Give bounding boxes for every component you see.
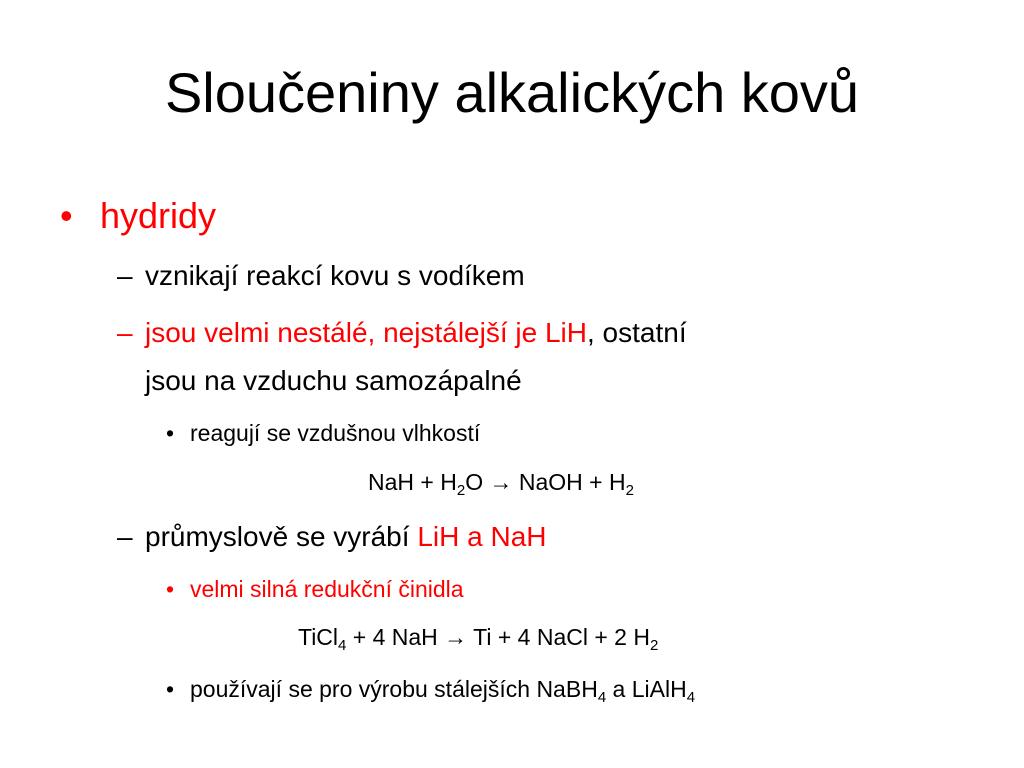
equation-ticl4: TiCl$_4$ + 4 NaH → Ti + 4 NaCl + 2 $H_2$	[298, 624, 659, 654]
bullet-marker-l1: •	[60, 195, 73, 236]
section-heading: hydridy	[100, 195, 217, 236]
bullet-marker-l3-3: •	[166, 676, 175, 702]
dash-marker-3: –	[117, 521, 133, 552]
dash-marker-2: –	[117, 317, 133, 348]
sub-vlhkost: reagují se vzdušnou vlhkostí	[190, 420, 481, 446]
item-nestale-line2: jsou na vzduchu samozápalné	[145, 365, 522, 396]
sub-pouzivaji: používají se pro výrobu stálejších NaBH$_4$ a LiAlH$_4$	[190, 676, 696, 706]
item-nestale-red: jsou velmi nestálé, nejstálejší je LiH	[145, 317, 587, 348]
slide-title: Sloučeniny alkalických kovů	[164, 61, 860, 124]
item-prumyslove: průmyslově se vyrábí LiH a NaH	[145, 521, 547, 552]
item-vznikaji: vznikají reakcí kovu s vodíkem	[145, 260, 525, 291]
item-nestale	[145, 315, 687, 351]
sub-redukcni: velmi silná redukční činidla	[190, 576, 464, 602]
dash-marker-1: –	[117, 260, 133, 291]
bullet-marker-l3-1: •	[166, 420, 175, 446]
equation-nah-h2o: NaH + $H_2O$ → NaOH + $H_2$	[368, 469, 634, 499]
item-nestale-rest: , ostatní	[586, 317, 687, 348]
bullet-marker-l3-2: •	[166, 576, 175, 602]
